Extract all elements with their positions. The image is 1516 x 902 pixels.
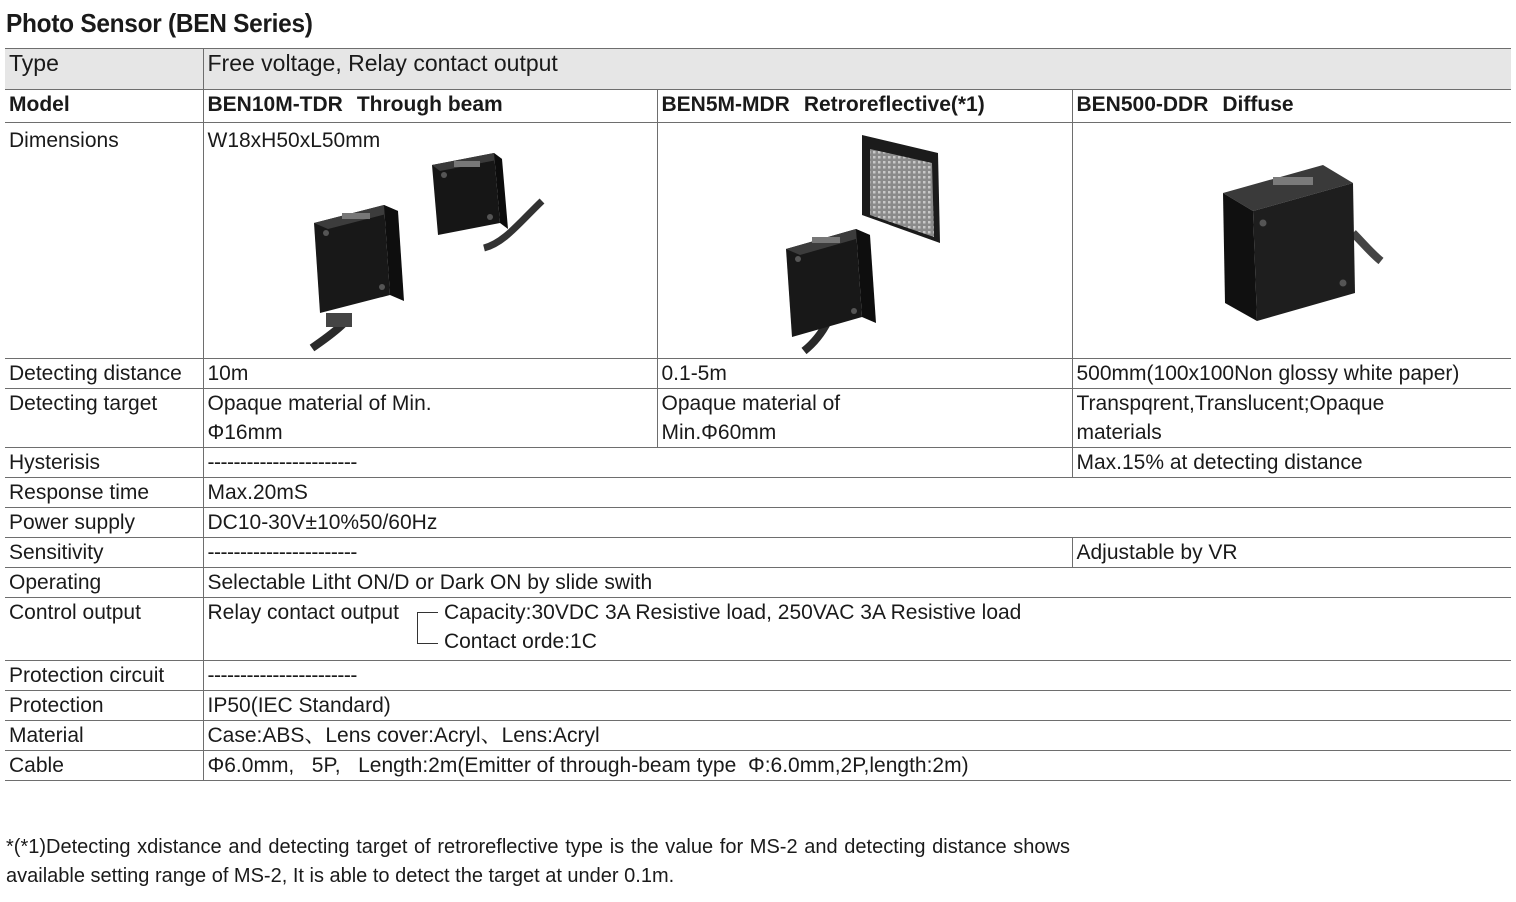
control-output-capacity: Capacity:30VDC 3A Resistive load, 250VAC 3A Resistive load <box>443 601 1022 624</box>
cable-value: Φ6.0mm, 5P, Length:2m(Emitter of through-beam type Φ:6.0mm,2P,length:2m) <box>203 751 1511 781</box>
row-label-cable: Cable <box>5 751 203 781</box>
footnote-line: *(*1)Detecting xdistance and detecting target of retroreflective type is the value for MS-2 and detecting distance shows <box>6 836 1070 858</box>
target-line: Transpqrent,Translucent;Opaque <box>1076 392 1385 415</box>
row-label-detecting-target: Detecting target <box>5 389 203 448</box>
hysterisis-diffuse: Max.15% at detecting distance <box>1072 448 1511 478</box>
footnote-line: available setting range of MS-2, It is able to detect the target at under 0.1m. <box>6 865 675 887</box>
row-label-protection: Protection <box>5 691 203 721</box>
row-material <box>5 721 1511 751</box>
sensitivity-value: ----------------------- <box>203 538 1072 568</box>
target-line: Φ16mm <box>207 421 283 444</box>
target-line: Opaque material of Min. <box>207 392 432 415</box>
row-hysterisis <box>5 448 1511 478</box>
hysterisis-value: ----------------------- <box>203 448 1072 478</box>
row-label-model: Model <box>5 90 203 123</box>
detecting-distance-diffuse: 500mm(100x100Non glossy white paper) <box>1072 359 1511 389</box>
detecting-target-through-beam <box>203 389 657 448</box>
target-line: Min.Φ60mm <box>661 421 777 444</box>
material-value: Case:ABS、Lens cover:Acryl、Lens:Acryl <box>203 721 1511 751</box>
retroreflective-sensor-image <box>778 131 978 356</box>
model-kind: Diffuse <box>1222 93 1294 116</box>
target-line: Opaque material of <box>661 392 841 415</box>
control-output-cell <box>203 598 1511 661</box>
row-label-dimensions: Dimensions <box>5 123 203 359</box>
row-model <box>5 90 1511 123</box>
dimensions-cell-diffuse <box>1072 123 1511 359</box>
target-line: materials <box>1076 421 1162 444</box>
row-label-operating: Operating <box>5 568 203 598</box>
row-detecting-target <box>5 389 1511 448</box>
protection-value: IP50(IEC Standard) <box>203 691 1511 721</box>
type-value: Free voltage, Relay contact output <box>203 49 1511 90</box>
model-code: BEN500-DDR <box>1076 93 1209 116</box>
control-output-contact: Contact orde:1C <box>443 630 597 653</box>
row-sensitivity <box>5 538 1511 568</box>
sensitivity-diffuse: Adjustable by VR <box>1072 538 1511 568</box>
row-power-supply <box>5 508 1511 538</box>
model-kind: Through beam <box>356 93 503 116</box>
row-operating <box>5 568 1511 598</box>
row-label-response-time: Response time <box>5 478 203 508</box>
model-cell-ben500 <box>1072 90 1511 123</box>
footnote <box>6 833 1070 891</box>
row-control-output <box>5 598 1511 661</box>
row-detecting-distance <box>5 359 1511 389</box>
detecting-distance-retroreflective: 0.1-5m <box>657 359 1072 389</box>
bracket-line <box>417 612 438 644</box>
dimensions-cell-through-beam <box>203 123 657 359</box>
detecting-target-diffuse <box>1072 389 1511 448</box>
model-cell-ben5m <box>657 90 1072 123</box>
row-label-material: Material <box>5 721 203 751</box>
response-time-value: Max.20mS <box>203 478 1511 508</box>
spec-table <box>5 48 1511 781</box>
row-label-sensitivity: Sensitivity <box>5 538 203 568</box>
row-protection-circuit <box>5 661 1511 691</box>
row-label-power-supply: Power supply <box>5 508 203 538</box>
model-kind: Retroreflective(*1) <box>803 93 985 116</box>
diffuse-sensor-image <box>1213 143 1393 333</box>
dimensions-value: W18xH50xL50mm <box>207 129 381 152</box>
model-cell-ben10m <box>203 90 657 123</box>
page-title: Photo Sensor (BEN Series) <box>6 8 313 38</box>
row-protection <box>5 691 1511 721</box>
through-beam-sensor-image <box>304 153 564 353</box>
row-dimensions <box>5 123 1511 359</box>
model-code: BEN5M-MDR <box>661 93 790 116</box>
detecting-target-retroreflective <box>657 389 1072 448</box>
control-output-value: Relay contact output <box>207 601 399 624</box>
row-label-type: Type <box>5 49 203 90</box>
row-type <box>5 49 1511 90</box>
row-label-hysterisis: Hysterisis <box>5 448 203 478</box>
protection-circuit-value: ----------------------- <box>203 661 1511 691</box>
operating-value: Selectable Litht ON/D or Dark ON by slide swith <box>203 568 1511 598</box>
row-label-detecting-distance: Detecting distance <box>5 359 203 389</box>
dimensions-cell-retroreflective <box>657 123 1072 359</box>
model-code: BEN10M-TDR <box>207 93 343 116</box>
row-label-control-output: Control output <box>5 598 203 661</box>
row-response-time <box>5 478 1511 508</box>
power-supply-value: DC10-30V±10%50/60Hz <box>203 508 1511 538</box>
detecting-distance-through-beam: 10m <box>203 359 657 389</box>
row-label-protection-circuit: Protection circuit <box>5 661 203 691</box>
row-cable <box>5 751 1511 781</box>
